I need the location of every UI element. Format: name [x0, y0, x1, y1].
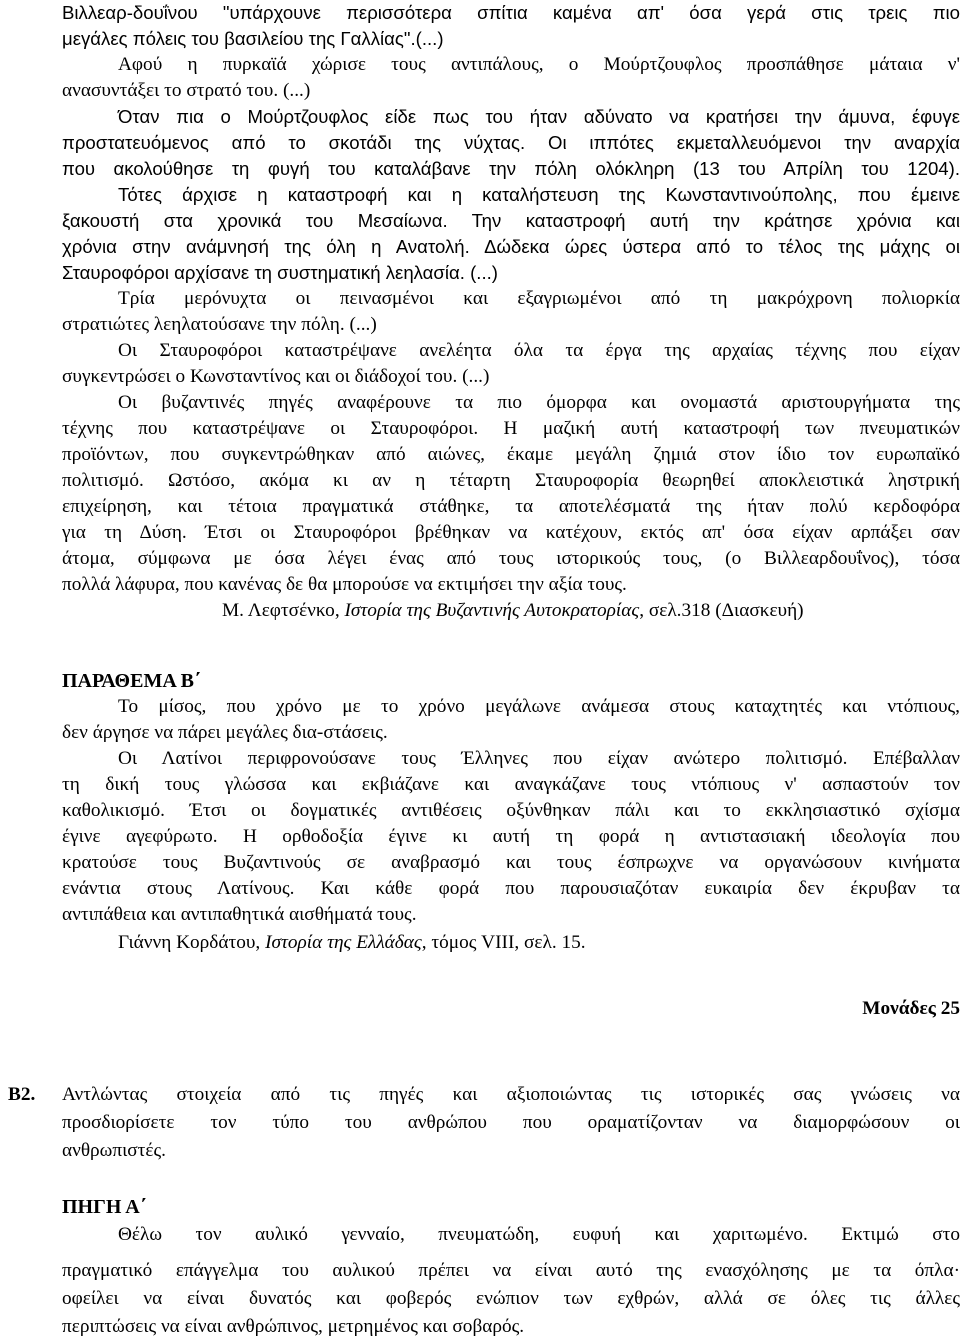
text-line: περιπτώσεις να είναι ανθρώπινος, μετρημένος και σοβαρός.: [62, 1316, 525, 1337]
citation-title: Ιστορία της Βυζαντινής Αυτοκρατορίας: [344, 600, 640, 621]
text-line: καθολικισμό. Έτσι οι δογματικές αντιθέσεις οξύνθηκαν πάλι και το εκκλησιαστικό σχίσμα: [62, 800, 960, 821]
text-line: πραγματικό επάγγελμα του αυλικού πρέπει να είναι αυτό της ενασχόλησης με τα όπλα·: [62, 1260, 960, 1281]
text-line: επιχείρηση, και τέτοια πραγματικά στάθηκε, τα αποτελέσματά της ήταν πολύ κερδοφόρα: [62, 496, 960, 517]
source-2-citation: [118, 930, 586, 956]
text-line: προσδιορίσετε τον τύπο του ανθρώπου που οραματίζονταν να διαμορφώσουν οι: [62, 1112, 960, 1133]
text-line: αντιπάθεια και αντιπαθητικά αισθήματά τους.: [62, 904, 417, 925]
citation-details: , σελ.318 (Διασκευή): [639, 600, 804, 621]
text-line: Θέλω τον αυλικό γενναίο, πνευματώδη, ευφυή και χαριτωμένο. Εκτιμώ στο: [118, 1224, 960, 1245]
text-line: στρατιώτες λεηλατούσανε την πόλη. (...): [62, 314, 377, 335]
source-1-citation: [222, 598, 804, 624]
text-line: Σταυροφόροι αρχίσανε τη συστηματική λεηλασία. (...): [62, 262, 498, 283]
text-line: τη δική τους γλώσσα και εκβιάζανε και αναγκάζανε τους ντόπιους ν' ασπαστούν τον: [62, 774, 960, 795]
text-line: μεγάλες πόλεις του βασιλείου της Γαλλίας".(...): [62, 28, 444, 49]
citation-author: Γιάννη Κορδάτου,: [118, 932, 266, 953]
text-line: που ακολούθησε τη φυγή του καταλάβανε την πόλη ολόκληρη (13 του Απρίλη του 1204).: [62, 158, 960, 179]
points-label: Μονάδες 25: [862, 998, 960, 1019]
section-heading: ΠΗΓΗ Α΄: [62, 1196, 147, 1218]
section-heading: ΠΑΡΑΘΕΜΑ Β΄: [62, 670, 201, 692]
text-line: Βιλλεαρ-δουΐνου "υπάρχουνε περισσότερα σπίτια καμένα απ' όσα γερά στις τρεις πιο: [62, 2, 960, 23]
text-line: Το μίσος, που χρόνο με το χρόνο μεγάλωνε ανάμεσα στους καταχτητές και ντόπιους,: [118, 696, 960, 717]
citation-author: Μ. Λεφτσένκο,: [222, 600, 345, 621]
text-line: Αντλώντας στοιχεία από τις πηγές και αξιοποιώντας τις ιστορικές σας γνώσεις να: [62, 1084, 960, 1105]
question-number: B2.: [8, 1084, 36, 1105]
text-line: Τρία μερόνυχτα οι πεινασμένοι και εξαγριωμένοι από τη μακρόχρονη πολιορκία: [118, 288, 960, 309]
text-line: πολλά λάφυρα, που κανένας δε θα μπορούσε να εκτιμήσει την αξία τους.: [62, 574, 627, 595]
text-line: ανθρωπιστές.: [62, 1140, 166, 1161]
text-line: προστατευόμενος από το σκοτάδι της νύχτας. Οι ιππότες εκμεταλλευόμενοι την αναρχία: [62, 132, 960, 153]
citation-title: Ιστορία της Ελλάδας: [265, 932, 422, 953]
text-line: έγινε αγεφύρωτο. Η ορθοδοξία έγινε κι αυτή τη φορά η αντιστασιακή ιδεολογία που: [62, 826, 960, 847]
text-line: Όταν πια ο Μούρτζουφλος είδε πως του ήταν αδύνατο να κρατήσει την άμυνα, έφυγε: [118, 106, 960, 127]
text-line: Τότες άρχισε η καταστροφή και η καταλήστευση της Κωνσταντινούπολης, που έμεινε: [118, 184, 960, 205]
text-line: Οι Λατίνοι περιφρονούσανε τους Έλληνες που είχαν ανώτερο πολιτισμό. Επέβαλλαν: [118, 748, 960, 769]
text-line: Οι βυζαντινές πηγές αναφέρουνε τα πιο όμορφα και ονομαστά αριστουργήματα της: [118, 392, 960, 413]
text-line: χρόνια στην ανάμνησή της όλη η Ανατολή. Δώδεκα ώρες ύστερα από το τέλος της μάχης οι: [62, 236, 960, 257]
text-line: οφείλει να είναι δυνατός και φοβερός ενώπιον των εχθρών, αλλά σε όλες τις άλλες: [62, 1288, 960, 1309]
text-line: συγκεντρώσει ο Κωνσταντίνος και οι διάδοχοί του. (...): [62, 366, 490, 387]
text-line: ξακουστή στα χρονικά του Μεσαίωνα. Την καταστροφή αυτή την κράτησε χρόνια και: [62, 210, 960, 231]
text-line: άτομα, σύμφωνα με όσα λέγει ένας από τους ιστορικούς τους, (ο Βιλλεαρδουΐνος), τόσα: [62, 548, 960, 569]
text-line: ενάντια στους Λατίνους. Και κάθε φορά που παρουσιαζόταν ευκαιρία δεν έκρυβαν τα: [62, 878, 960, 899]
text-line: τέχνης που καταστρέψανε οι Σταυροφόροι. Η μαζική αυτή καταστροφή των πνευματικών: [62, 418, 960, 439]
text-line: για τη Δύση. Έτσι οι Σταυροφόροι βρέθηκαν να κατέχουν, εκτός απ' όσα είχαν αρπάξει σαν: [62, 522, 960, 543]
text-line: ανασυντάξει το στρατό του. (...): [62, 80, 311, 101]
text-line: πολιτισμό. Ωστόσο, ακόμα κι αν η τέταρτη Σταυροφορία θεωρηθεί αποκλειστικά ληστρική: [62, 470, 960, 491]
citation-details: , τόμος VIII, σελ. 15.: [421, 932, 586, 953]
text-line: Αφού η πυρκαϊά χώρισε τους αντιπάλους, ο Μούρτζουφλος προσπάθησε μάταια ν': [118, 54, 960, 75]
text-line: κρατούσε τους Βυζαντινούς σε αναβρασμό και τους έσπρωχνε να οργανώσουν κινήματα: [62, 852, 960, 873]
text-line: Οι Σταυροφόροι καταστρέψανε ανελέητα όλα τα έργα της αρχαίας τέχνης που είχαν: [118, 340, 960, 361]
text-line: δεν άργησε να πάρει μεγάλες δια-στάσεις.: [62, 722, 388, 743]
text-line: προϊόντων, που συγκεντρώθηκαν από αιώνες, έκαμε μεγάλη ζημιά στον ίδιο τον ευρωπαϊκό: [62, 444, 960, 465]
